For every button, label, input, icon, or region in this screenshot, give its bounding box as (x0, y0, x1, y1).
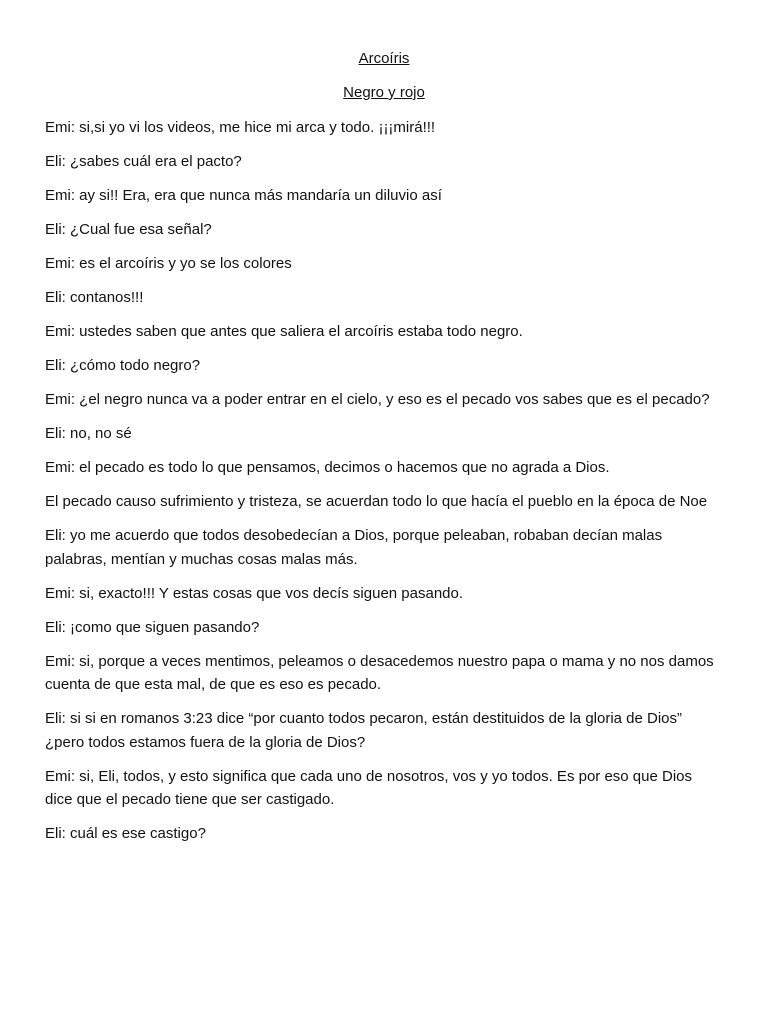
dialogue-line: Emi: es el arcoíris y yo se los colores (45, 255, 292, 272)
dialogue-line: Eli: ¿sabes cuál era el pacto? (45, 153, 242, 170)
document-title: Arcoíris (358, 50, 410, 67)
dialogue-line: Emi: el pecado es todo lo que pensamos, decimos o hacemos que no agrada a Dios. (45, 459, 610, 476)
dialogue-line: Emi: ay si!! Era, era que nunca más mandaría un diluvio así (45, 187, 442, 204)
dialogue-line: Emi: si, exacto!!! Y estas cosas que vos decís siguen pasando. (45, 584, 464, 602)
dialogue-line: Eli: no, no sé (45, 425, 132, 442)
dialogue-line: Emi: ustedes saben que antes que saliera el arcoíris estaba todo negro. (45, 323, 523, 340)
dialogue-line: Eli: cuál es ese castigo? (45, 825, 206, 842)
dialogue-line: Eli: ¿Cual fue esa señal? (45, 221, 212, 238)
dialogue-line: Emi: ¿el negro nunca va a poder entrar en el cielo, y eso es el pecado vos sabes que es el pecado? (45, 391, 710, 408)
dialogue-line: Emi: si, Eli, todos, y esto significa que cada uno de nosotros, vos y yo todos. Es por eso que Dios dice que el pecado tiene que ser castigado. (45, 767, 693, 808)
document-subtitle: Negro y rojo (343, 84, 425, 101)
narration-line: El pecado causo sufrimiento y tristeza, se acuerdan todo lo que hacía el pueblo en la época de Noe (45, 493, 708, 510)
dialogue-line: Eli: ¡como que siguen pasando? (45, 618, 260, 636)
dialogue-line: Eli: ¿cómo todo negro? (45, 357, 201, 374)
dialogue-line: Eli: yo me acuerdo que todos desobedecían a Dios, porque peleaban, robaban decían malas palabras, mentían y muchas cosas malas más. (45, 527, 663, 568)
dialogue-line: Eli: contanos!!! (45, 289, 144, 306)
dialogue-line: Emi: si,si yo vi los videos, me hice mi arca y todo. ¡¡¡mirá!!! (45, 119, 436, 136)
dialogue-line: Eli: si si en romanos 3:23 dice “por cuanto todos pecaron, están destituidos de la gloria de Dios” ¿pero todos estamos fuera de la gloria de Dios? (45, 710, 683, 751)
dialogue-body (45, 116, 720, 856)
dialogue-line: Emi: si, porque a veces mentimos, peleamos o desacedemos nuestro papa o mama y no nos damos cuenta de que esta mal, de que es eso es pecado. (45, 652, 714, 693)
